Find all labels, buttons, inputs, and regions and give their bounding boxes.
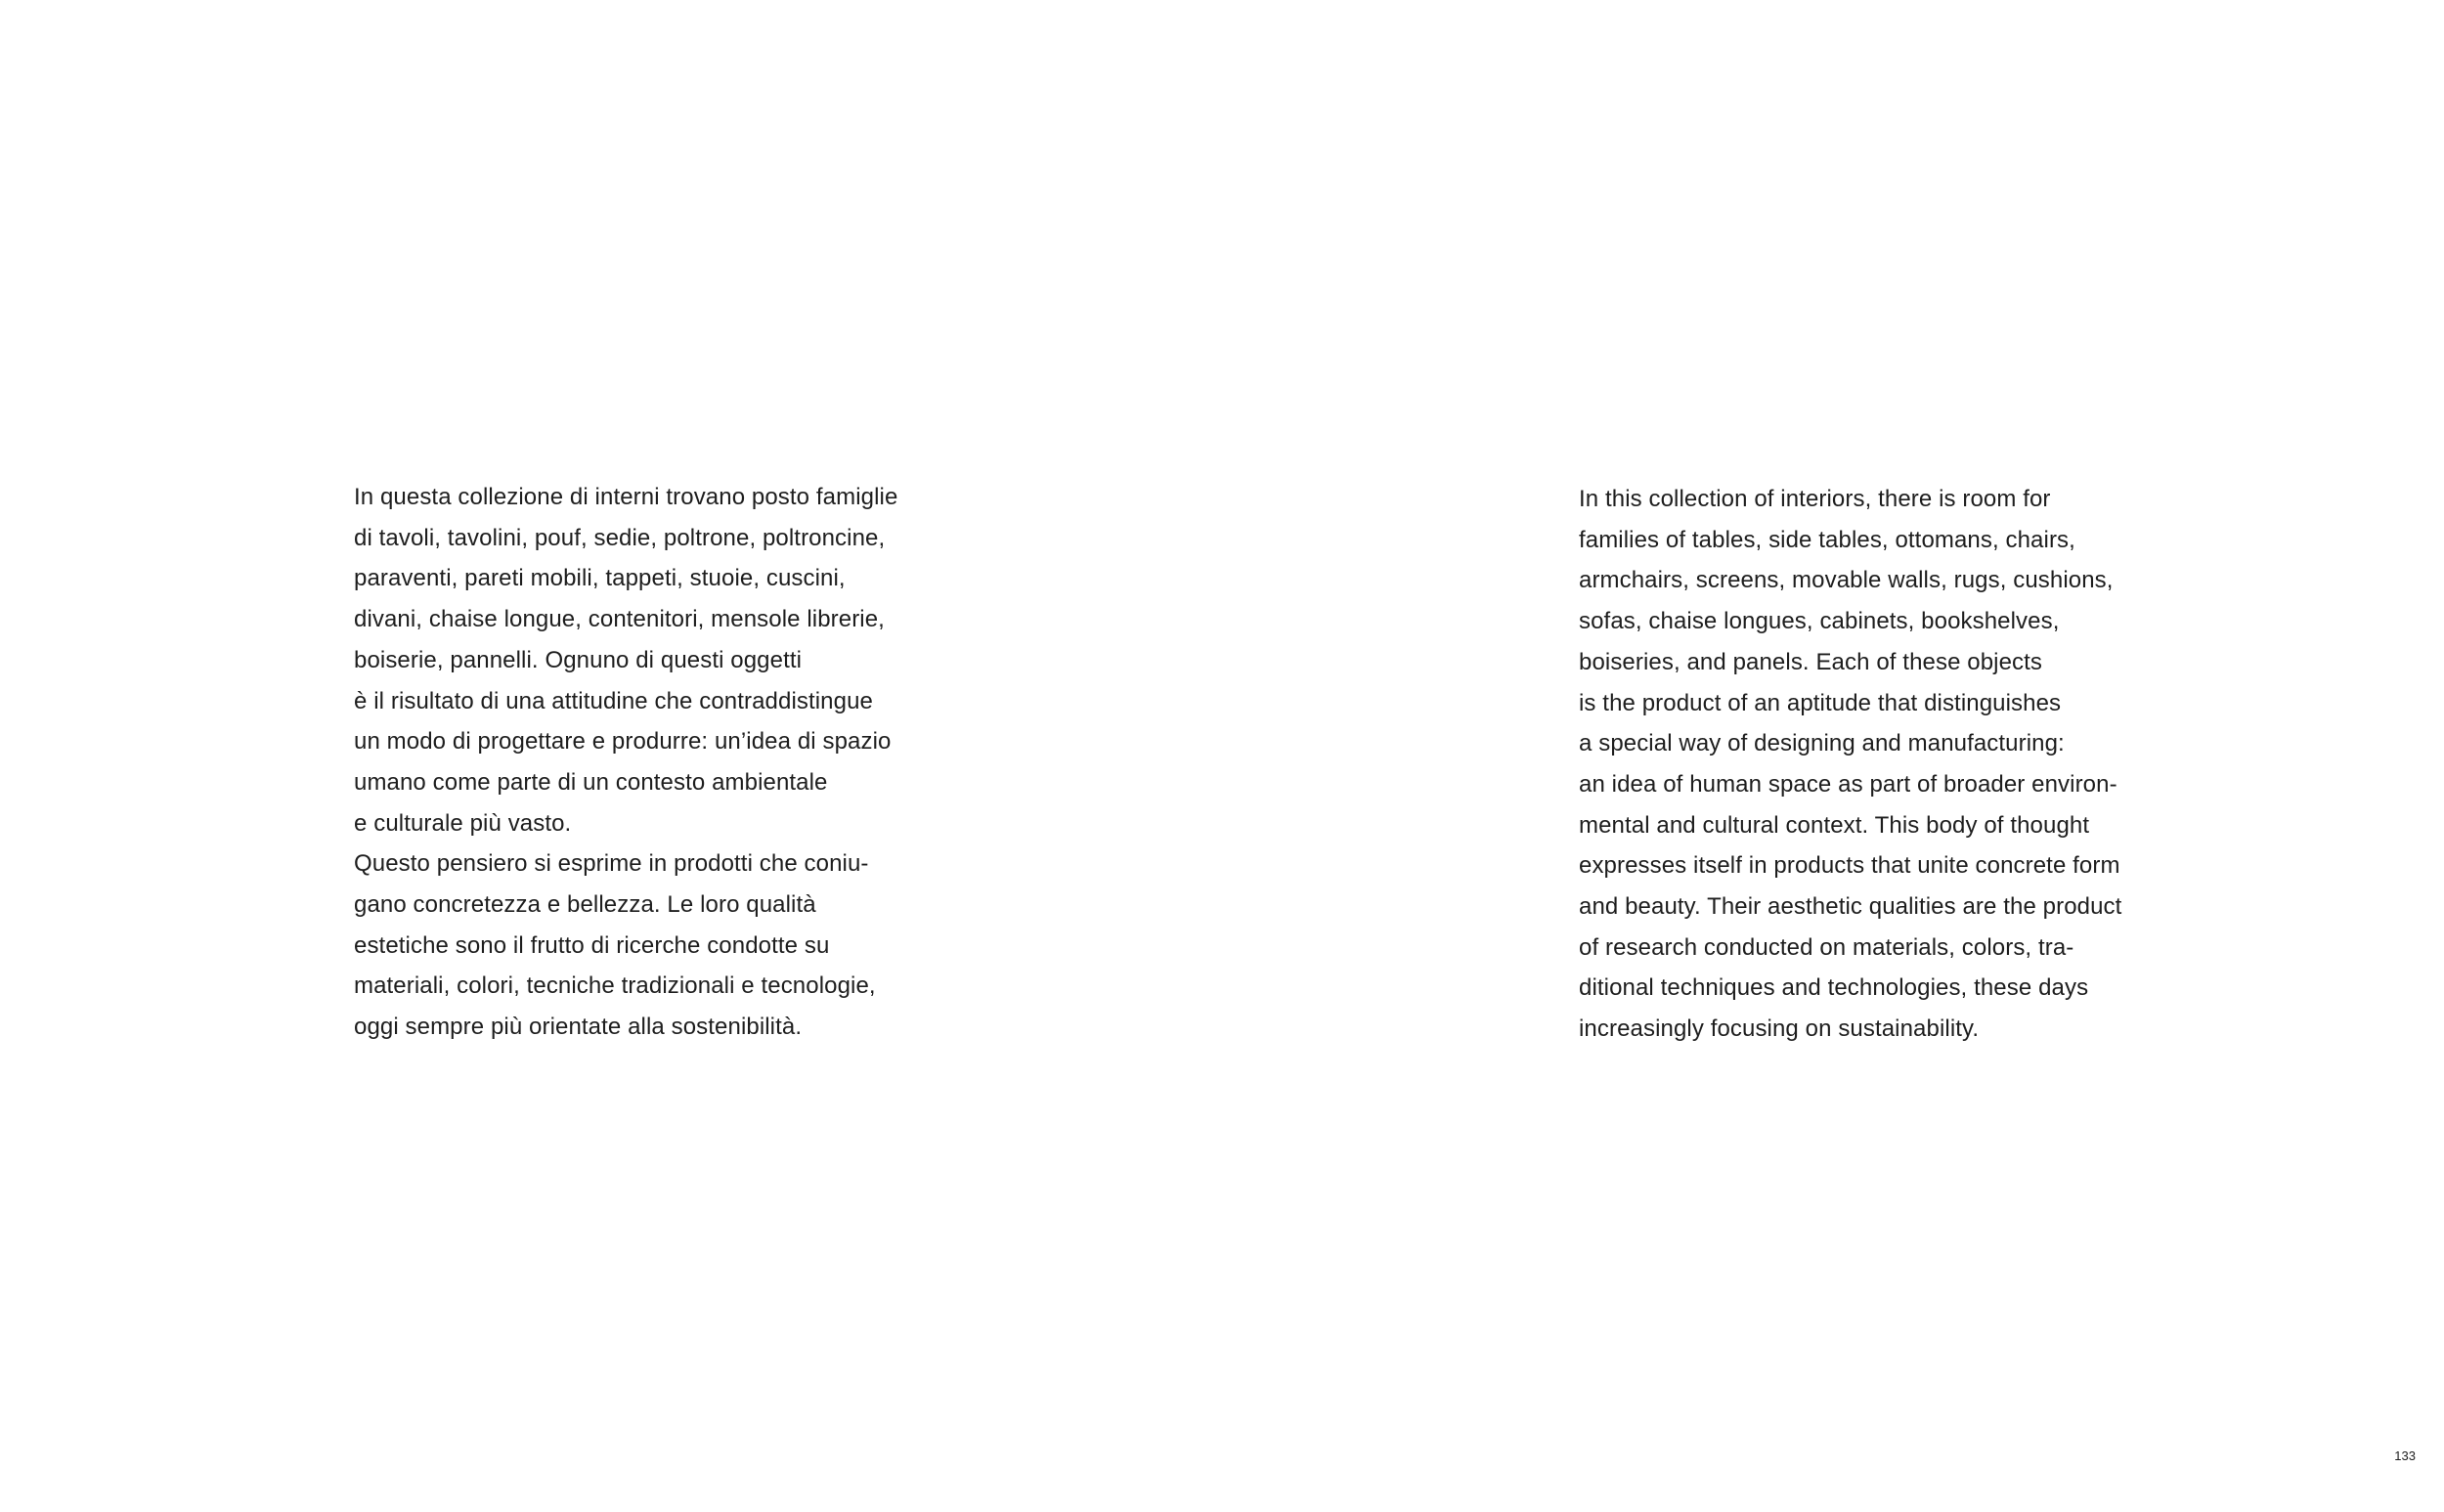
english-text-column <box>1579 479 2121 1050</box>
italian-text-line: paraventi, pareti mobili, tappeti, stuoie, cuscini, <box>354 565 846 592</box>
english-text-line: a special way of designing and manufacturing: <box>1579 730 2065 757</box>
italian-text-line: In questa collezione di interni trovano posto famiglie <box>354 484 898 510</box>
english-text-line: ditional techniques and technologies, these days <box>1579 974 2089 1002</box>
italian-text-line: è il risultato di una attitudine che contraddistingue <box>354 687 873 714</box>
italian-text-column <box>354 477 897 1048</box>
english-text-line: and beauty. Their aesthetic qualities are the product <box>1579 893 2122 921</box>
italian-text-line: estetiche sono il frutto di ricerche condotte su <box>354 931 830 959</box>
italian-text-line: e culturale più vasto. <box>354 809 572 837</box>
italian-text-line: materiali, colori, tecniche tradizionali e tecnologie, <box>354 972 876 1000</box>
english-text-line: is the product of an aptitude that distinguishes <box>1579 689 2062 716</box>
english-text-line: armchairs, screens, movable walls, rugs, cushions, <box>1579 567 2114 594</box>
english-text-line: sofas, chaise longues, cabinets, bookshelves, <box>1579 608 2060 635</box>
italian-text-line: di tavoli, tavolini, pouf, sedie, poltrone, poltroncine, <box>354 524 886 551</box>
italian-text-line: umano come parte di un contesto ambientale <box>354 768 828 796</box>
italian-text-line: un modo di progettare e produrre: un’idea di spazio <box>354 728 892 756</box>
english-text-line: mental and cultural context. This body of thought <box>1579 811 2090 839</box>
page-number: 133 <box>2394 1448 2416 1463</box>
english-text-line: an idea of human space as part of broader environ- <box>1579 770 2117 798</box>
english-text-line: families of tables, side tables, ottomans, chairs, <box>1579 526 2075 553</box>
english-text-line: boiseries, and panels. Each of these objects <box>1579 648 2043 675</box>
italian-text-line: divani, chaise longue, contenitori, mensole librerie, <box>354 606 885 633</box>
italian-text-line: boiserie, pannelli. Ognuno di questi oggetti <box>354 646 803 673</box>
english-text-line: of research conducted on materials, colors, tra- <box>1579 933 2074 961</box>
english-text-line: increasingly focusing on sustainability. <box>1579 1015 1980 1043</box>
italian-text-line: oggi sempre più orientate alla sostenibilità. <box>354 1014 803 1041</box>
italian-text-line: gano concretezza e bellezza. Le loro qualità <box>354 891 816 919</box>
italian-text-line: Questo pensiero si esprime in prodotti che coniu- <box>354 850 869 878</box>
english-text-line: expresses itself in products that unite concrete form <box>1579 852 2120 880</box>
english-text-line: In this collection of interiors, there is room for <box>1579 486 2051 512</box>
